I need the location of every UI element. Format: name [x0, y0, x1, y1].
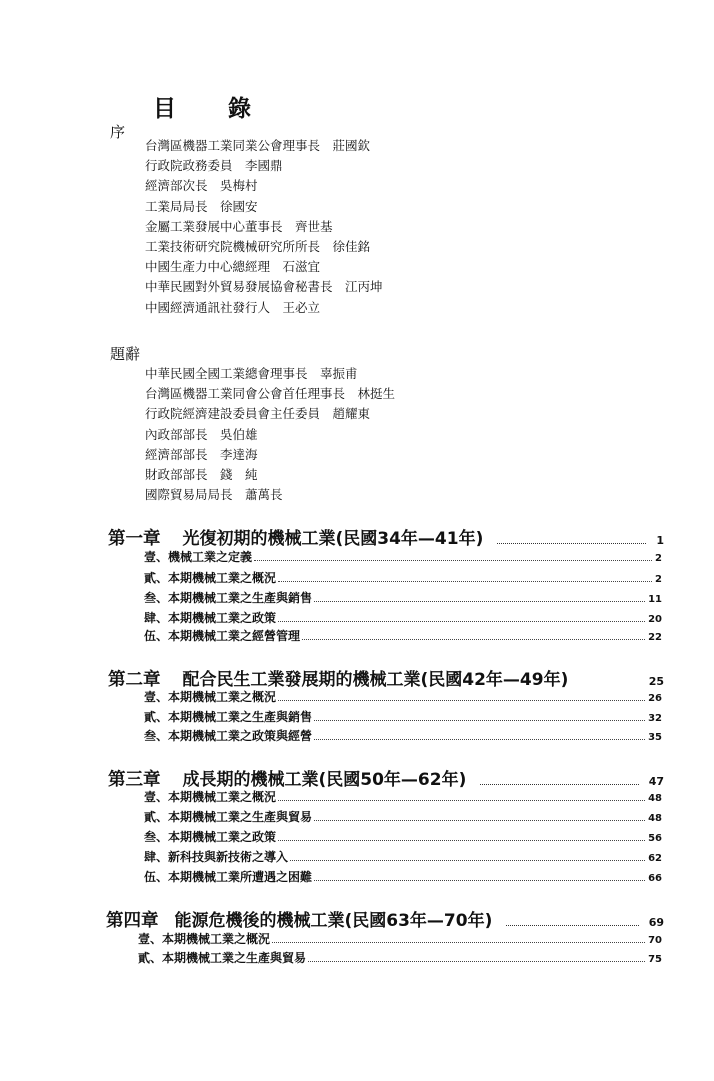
inscription-name: 國際貿易局局長 蕭萬長 [145, 487, 283, 503]
dot-leader [314, 601, 645, 602]
inscription-name: 行政院經濟建設委員會主任委員 趙耀東 [145, 406, 371, 422]
chapter-title: 成長期的機械工業(民國50年—62年) [182, 770, 467, 790]
toc-entry[interactable] [144, 688, 662, 707]
section-label: 壹、本期機械工業之概況 [138, 932, 271, 946]
toc-entry[interactable] [144, 808, 662, 827]
dot-leader [308, 961, 645, 962]
chapter-number: 第三章 [108, 770, 161, 790]
preface-name: 經濟部次長 吳梅村 [145, 178, 258, 194]
inscriptions-heading: 題辭 [110, 345, 141, 363]
section-page-number: 22 [648, 632, 662, 643]
dot-leader [272, 942, 645, 943]
section-label: 壹、機械工業之定義 [144, 550, 253, 564]
chapter-title: 配合民生工業發展期的機械工業(民國42年—49年) [182, 670, 569, 690]
preface-name: 金屬工業發展中心董事長 齊世基 [145, 218, 333, 234]
dot-leader [480, 784, 638, 785]
toc-entry[interactable] [144, 569, 662, 588]
inscription-name: 財政部部長 錢 純 [145, 466, 258, 482]
preface-name: 行政院政務委員 李國鼎 [145, 158, 283, 174]
chapter-number: 第一章 [108, 529, 161, 549]
section-page-number: 35 [648, 732, 662, 743]
section-page-number: 48 [648, 813, 662, 824]
section-label: 貳、本期機械工業之生產與銷售 [144, 710, 313, 724]
inscriptions-list [145, 364, 395, 505]
toc-entry[interactable] [144, 788, 662, 807]
section-label: 壹、本期機械工業之概況 [144, 790, 277, 804]
chapter-number: 第四章 [106, 911, 159, 931]
section-page-number: 20 [648, 614, 662, 625]
toc-entry[interactable] [144, 727, 662, 746]
section-label: 貳、本期機械工業之生產與貿易 [138, 951, 307, 965]
dot-leader [254, 560, 652, 561]
dot-leader [314, 739, 645, 740]
dot-leader [497, 543, 646, 544]
toc-entry[interactable] [138, 930, 662, 949]
toc-entry[interactable] [144, 868, 662, 887]
dot-leader [278, 621, 645, 622]
chapter-1-heading[interactable] [108, 524, 664, 550]
inscription-name: 台灣區機器工業同會公會首任理事長 林挺生 [145, 386, 396, 402]
dot-leader [278, 840, 645, 841]
preface-heading: 序 [110, 123, 126, 141]
toc-entry[interactable] [144, 848, 662, 867]
inscription-name: 內政部部長 吳伯雄 [145, 426, 258, 442]
section-label: 貳、本期機械工業之生產與貿易 [144, 810, 313, 824]
section-page-number: 62 [648, 853, 662, 864]
preface-name: 中國生產力中心總經理 石滋宜 [145, 259, 321, 275]
dot-leader [278, 581, 652, 582]
section-label: 叁、本期機械工業之政策與經營 [144, 729, 313, 743]
preface-name: 台灣區機器工業同業公會理事長 莊國欽 [145, 138, 371, 153]
dot-leader [314, 720, 645, 721]
inscription-name: 經濟部部長 李達海 [145, 446, 258, 462]
preface-list [145, 136, 383, 318]
section-page-number: 26 [648, 693, 662, 704]
dot-leader [290, 860, 645, 861]
section-page-number: 48 [648, 793, 662, 804]
toc-entry[interactable] [144, 828, 662, 847]
section-label: 肆、新科技與新技術之導入 [144, 850, 289, 864]
toc-entry[interactable] [144, 708, 662, 727]
section-page-number: 11 [648, 594, 662, 605]
toc-entry[interactable] [144, 589, 662, 608]
section-page-number: 70 [648, 935, 662, 946]
dot-leader [302, 639, 645, 640]
dot-leader [278, 700, 645, 701]
section-page-number: 2 [655, 553, 662, 564]
section-label: 肆、本期機械工業之政策 [144, 611, 277, 625]
toc-entry[interactable] [144, 609, 662, 628]
preface-name: 工業局局長 徐國安 [145, 198, 258, 214]
preface-name: 中華民國對外貿易發展協會秘書長 江丙坤 [145, 279, 383, 295]
dot-leader [314, 820, 645, 821]
chapter-title: 光復初期的機械工業(民國34年—41年) [182, 529, 484, 549]
chapter-page-number: 47 [648, 775, 664, 788]
chapter-title: 能源危機後的機械工業(民國63年—70年) [174, 911, 493, 931]
dot-leader [314, 880, 645, 881]
chapter-page-number: 1 [656, 534, 664, 547]
section-label: 叁、本期機械工業之政策 [144, 830, 277, 844]
chapter-page-number: 25 [648, 675, 664, 688]
section-label: 叁、本期機械工業之生產與銷售 [144, 591, 313, 605]
section-page-number: 75 [648, 954, 662, 965]
toc-entry[interactable] [144, 627, 662, 646]
section-label: 貳、本期機械工業之概況 [144, 571, 277, 585]
toc-entry[interactable] [138, 949, 662, 968]
chapter-4-heading[interactable] [106, 906, 664, 932]
preface-name: 中國經濟通訊社發行人 王必立 [145, 299, 321, 315]
page-title: 目 錄 [153, 96, 274, 122]
toc-entry[interactable] [144, 548, 662, 567]
section-page-number: 2 [655, 574, 662, 585]
chapter-page-number: 69 [648, 916, 664, 929]
section-label: 壹、本期機械工業之概況 [144, 690, 277, 704]
dot-leader [278, 800, 645, 801]
section-page-number: 32 [648, 713, 662, 724]
section-label: 伍、本期機械工業之經營管理 [144, 629, 301, 643]
inscription-name: 中華民國全國工業總會理事長 辜振甫 [145, 366, 358, 381]
chapter-number: 第二章 [108, 670, 161, 690]
section-page-number: 56 [648, 833, 662, 844]
section-label: 伍、本期機械工業所遭遇之困難 [144, 870, 313, 884]
preface-name: 工業技術研究院機械研究所所長 徐佳銘 [145, 238, 371, 254]
section-page-number: 66 [648, 873, 662, 884]
dot-leader [506, 925, 638, 926]
